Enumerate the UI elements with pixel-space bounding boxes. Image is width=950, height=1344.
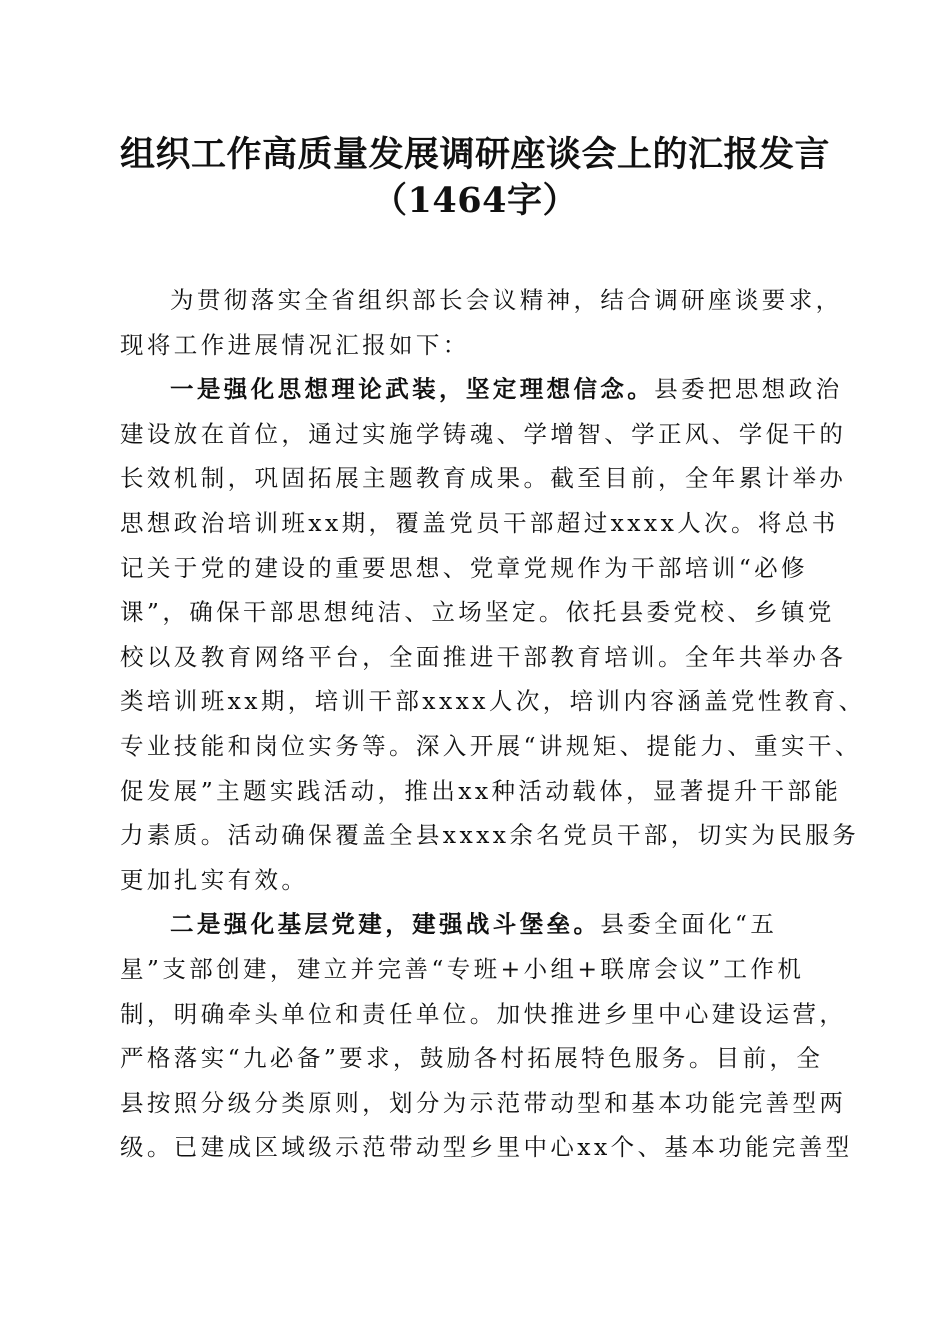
title-word-count: （1464字） — [372, 180, 578, 221]
section1-line: 建设放在首位，通过实施学铸魂、学增智、学正风、学促干的 — [120, 419, 847, 448]
section1-line: 长效机制，巩固拓展主题教育成果。截至目前，全年累计举办 — [120, 464, 847, 493]
title-line-main: 组织工作高质量发展调研座谈会上的汇报发言 — [119, 134, 830, 175]
section1-line: 类培训班xx期，培训干部xxxx人次，培训内容涵盖党性教育、 — [120, 687, 866, 716]
section2-heading: 二是强化基层党建，建强战斗堡垒。 — [170, 910, 601, 939]
section2-line: 星”支部创建，建立并完善“专班+小组+联席会议”工作机 — [120, 954, 805, 983]
document-title — [0, 132, 950, 224]
section1-line: 力素质。活动确保覆盖全县xxxx余名党员干部，切实为民服务 — [120, 821, 860, 850]
intro-line-1: 为贯彻落实全省组织部长会议精神，结合调研座谈要求， — [170, 286, 843, 314]
section1-line: 更加扎实有效。 — [120, 865, 309, 894]
section1-line: 记关于党的建设的重要思想、党章党规作为干部培训“必修 — [120, 553, 808, 582]
section2-first-line — [120, 902, 836, 947]
intro-line-2: 现将工作进展情况汇报如下： — [120, 330, 470, 359]
section1-line: 专业技能和岗位实务等。深入开展“讲规矩、提能力、重实干、 — [120, 731, 862, 760]
section2-line: 严格落实“九必备”要求，鼓励各村拓展特色服务。目前，全 — [120, 1044, 824, 1073]
section1-line: 思想政治培训班xx期，覆盖党员干部超过xxxx人次。将总书 — [120, 508, 839, 537]
section1-first-line — [120, 367, 843, 412]
section2-line: 制，明确牵头单位和责任单位。加快推进乡里中心建设运营， — [120, 999, 847, 1028]
section1-line: 校以及教育网络平台，全面推进干部教育培训。全年共举办各 — [120, 642, 847, 671]
document-body — [120, 278, 866, 1170]
section1-first-line-text: 县委把思想政治 — [654, 375, 843, 404]
section1-heading: 一是强化思想理论武装，坚定理想信念。 — [170, 375, 655, 404]
section1-line: 课”，确保干部思想纯洁、立场坚定。依托县委党校、乡镇党 — [120, 598, 835, 627]
section2-line: 县按照分级分类原则，划分为示范带动型和基本功能完善型两 — [120, 1088, 847, 1117]
section1-line: 促发展”主题实践活动，推出xx种活动载体，显著提升干部能 — [120, 776, 842, 805]
section2-line: 级。已建成区域级示范带动型乡里中心xx个、基本功能完善型 — [120, 1133, 853, 1162]
section2-first-line-text: 县委全面化“五 — [600, 910, 778, 939]
